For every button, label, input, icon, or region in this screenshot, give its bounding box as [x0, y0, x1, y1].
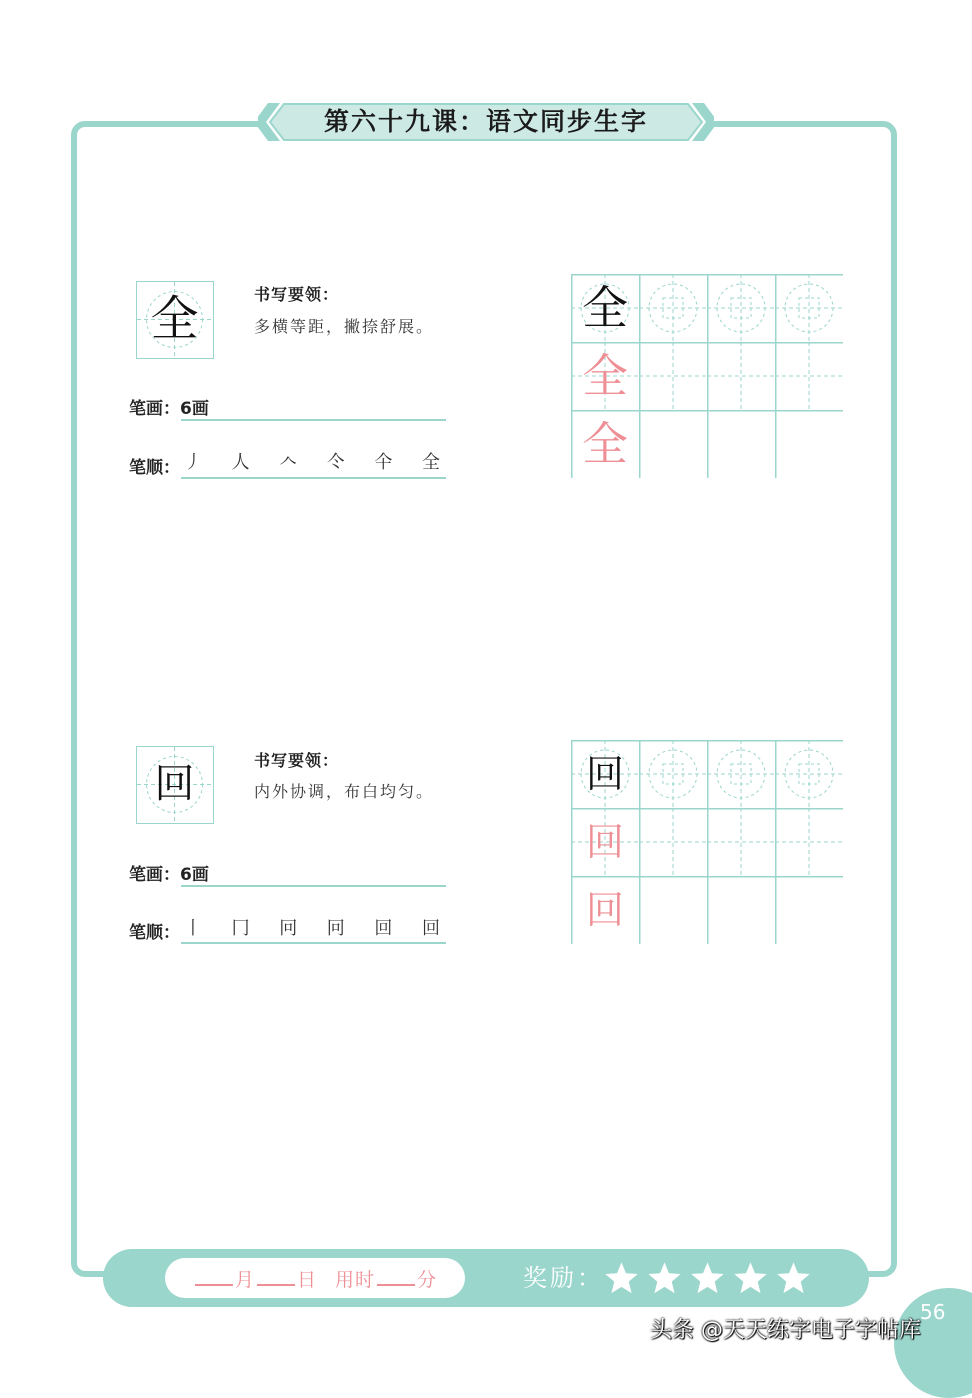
tips-label: 书写要领： — [254, 285, 340, 304]
reward-label: 奖励： — [523, 1264, 604, 1292]
sample-character: 全 — [150, 291, 199, 347]
stroke-count-value: 6画 — [180, 865, 209, 885]
minutes-blank[interactable] — [377, 1270, 415, 1286]
stroke-count-underline — [181, 885, 446, 887]
grid-line — [731, 764, 751, 784]
stroke-count-value: 6画 — [180, 399, 209, 419]
sample-character-box — [136, 746, 214, 824]
star-icon[interactable] — [603, 1260, 640, 1297]
stroke-order-underline — [181, 477, 446, 479]
stroke-step: 回 — [374, 918, 393, 939]
tips-text: 多横等距，撇捺舒展。 — [254, 317, 435, 336]
grid-trace-character: 全 — [582, 417, 628, 471]
page-number: 56 — [920, 1300, 946, 1324]
lesson-title: 第六十九课：语文同步生字 — [323, 107, 648, 136]
stroke-step: 回 — [421, 918, 440, 939]
footer-bar — [103, 1249, 869, 1307]
tips-label: 书写要领： — [254, 751, 340, 770]
stroke-order-underline — [181, 942, 446, 944]
stroke-step: 冋 — [279, 918, 298, 939]
stroke-step: 丿 — [184, 452, 202, 473]
month-label: 月 — [234, 1268, 255, 1291]
star-icon[interactable] — [732, 1260, 769, 1297]
day-label: 日 — [296, 1268, 317, 1291]
grid-trace-character: 回 — [585, 888, 624, 932]
stroke-count-label: 笔画： — [129, 865, 180, 885]
practice-grid[interactable] — [571, 740, 843, 944]
star-icon[interactable] — [689, 1260, 726, 1297]
practice-grid[interactable] — [571, 274, 843, 478]
stroke-step: 冋 — [326, 918, 345, 939]
grid-line — [663, 764, 683, 784]
stroke-order-sequence — [184, 914, 446, 940]
date-time-record[interactable] — [165, 1258, 465, 1298]
watermark-text: 头条 @天天练字电子字帖库 — [650, 1318, 921, 1343]
stroke-count-underline — [181, 419, 446, 421]
stroke-step: 全 — [421, 452, 440, 473]
stroke-step: 𠆢 — [279, 452, 298, 473]
time-used-label: 用时 — [335, 1268, 376, 1291]
grid-trace-character: 全 — [582, 349, 628, 403]
stroke-step: 仒 — [326, 452, 345, 473]
stroke-order-label: 笔顺： — [129, 923, 180, 943]
sample-character-box — [136, 281, 214, 359]
tips-text: 内外协调，布白均匀。 — [254, 782, 435, 801]
stroke-step: 人 — [231, 452, 250, 473]
stroke-step: 丨 — [184, 918, 202, 939]
grid-trace-character: 回 — [585, 820, 624, 864]
grid-line — [731, 298, 751, 318]
sample-character: 回 — [154, 761, 195, 807]
grid-line — [799, 298, 819, 318]
stroke-order-label: 笔顺： — [129, 458, 180, 478]
star-icon[interactable] — [775, 1260, 812, 1297]
month-blank[interactable] — [195, 1270, 233, 1286]
grid-line — [663, 298, 683, 318]
minutes-label: 分 — [417, 1268, 438, 1291]
stroke-count-row — [129, 860, 209, 885]
stroke-count-label: 笔画： — [129, 399, 180, 419]
star-icon[interactable] — [646, 1260, 683, 1297]
grid-model-character: 回 — [585, 752, 624, 796]
stroke-step: 仐 — [374, 452, 393, 473]
reward-stars — [603, 1260, 812, 1297]
stroke-order-sequence — [184, 448, 446, 474]
day-blank[interactable] — [257, 1270, 295, 1286]
stroke-count-row — [129, 394, 209, 419]
grid-model-character: 全 — [582, 281, 628, 335]
stroke-step: 冂 — [231, 918, 250, 939]
grid-line — [799, 764, 819, 784]
